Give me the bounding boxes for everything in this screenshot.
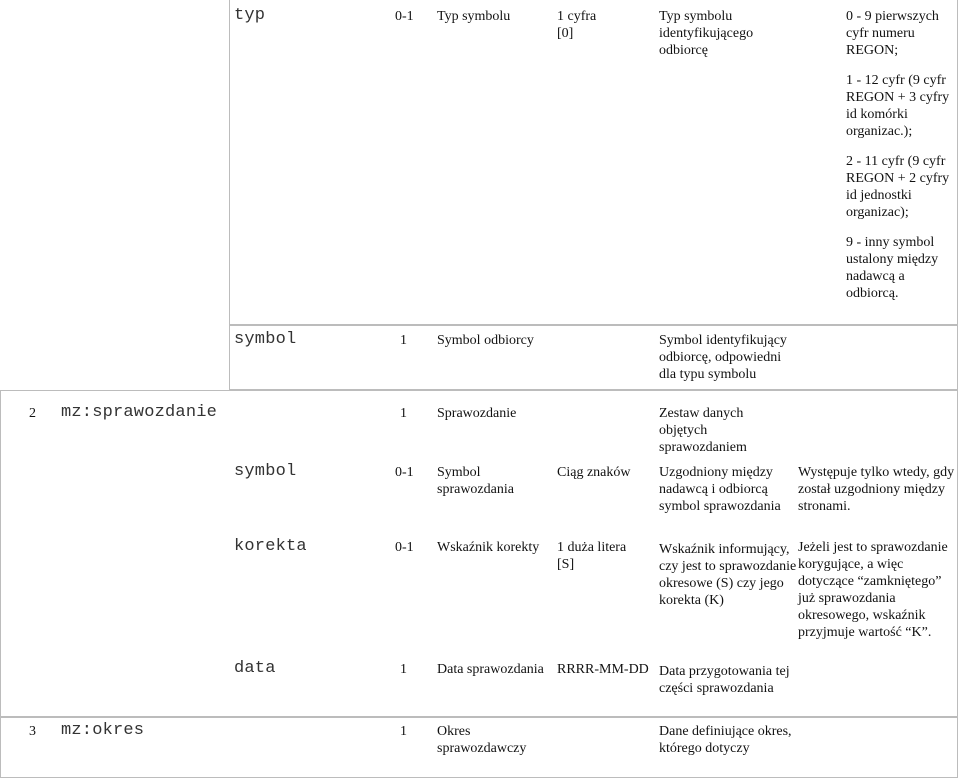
element-description: Typ symbolu identyfikującego odbiorcę [659, 9, 754, 58]
occurrence: 1 [400, 662, 407, 677]
element-remarks: Występuje tylko wtedy, gdy został uzgodniony między stronami. [798, 465, 955, 514]
element-label: Okres sprawozdawczy [437, 724, 527, 756]
element-description: Dane definiujące okres, którego dotyczy [659, 724, 792, 756]
row-number: 2 [29, 406, 36, 421]
element-name: symbol [234, 462, 297, 481]
element-type: Ciąg znaków [557, 465, 631, 480]
occurrence: 1 [400, 406, 407, 421]
element-name: korekta [234, 537, 307, 556]
element-name: symbol [234, 330, 297, 349]
remark-item: 0 - 9 pierwszych cyfr numeru REGON; [846, 9, 939, 58]
element-description: Data przygotowania tej części sprawozdania [659, 664, 790, 696]
element-label: Data sprawozdania [437, 662, 544, 677]
occurrence: 1 [400, 333, 407, 348]
element-description: Wskaźnik informujący, czy jest to sprawozdanie okresowe (S) czy jego korekta (K) [659, 542, 797, 608]
element-type: RRRR-MM-DD [557, 662, 649, 677]
element-name: mz:okres [61, 721, 145, 740]
element-type: 1 duża litera [S] [557, 540, 627, 572]
element-description: Zestaw danych objętych sprawozdaniem [659, 406, 747, 455]
element-description: Uzgodniony między nadawcą i odbiorcą symbol sprawozdania [659, 465, 781, 514]
occurrence: 0-1 [395, 465, 414, 480]
element-name: data [234, 659, 276, 678]
element-label: Symbol sprawozdania [437, 465, 514, 497]
remark-item: 2 - 11 cyfr (9 cyfr REGON + 2 cyfry id jednostki organizac); [846, 154, 950, 220]
table-frame-symbol-odbiorcy [229, 325, 958, 390]
occurrence: 0-1 [395, 9, 414, 24]
element-label: Sprawozdanie [437, 406, 517, 421]
element-description: Symbol identyfikujący odbiorcę, odpowiedni dla typu symbolu [659, 333, 787, 382]
element-label: Symbol odbiorcy [437, 333, 534, 348]
remark-item: 9 - inny symbol ustalony między nadawcą a odbiorcą. [846, 235, 939, 301]
element-remarks: Jeżeli jest to sprawozdanie korygujące, a więc dotyczące “zamkniętego” już sprawozdania okresowego, wskaźnik przyjmuje wartość “K”. [798, 540, 948, 640]
element-label: Typ symbolu [437, 9, 511, 24]
occurrence: 0-1 [395, 540, 414, 555]
element-label: Wskaźnik korekty [437, 540, 540, 555]
remark-item: 1 - 12 cyfr (9 cyfr REGON + 3 cyfry id komórki organizac.); [846, 73, 950, 139]
element-remarks [846, 8, 954, 302]
element-name: mz:sprawozdanie [61, 403, 218, 422]
occurrence: 1 [400, 724, 407, 739]
row-number: 3 [29, 724, 36, 739]
element-name: typ [234, 6, 266, 25]
element-type: 1 cyfra [0] [557, 9, 597, 41]
